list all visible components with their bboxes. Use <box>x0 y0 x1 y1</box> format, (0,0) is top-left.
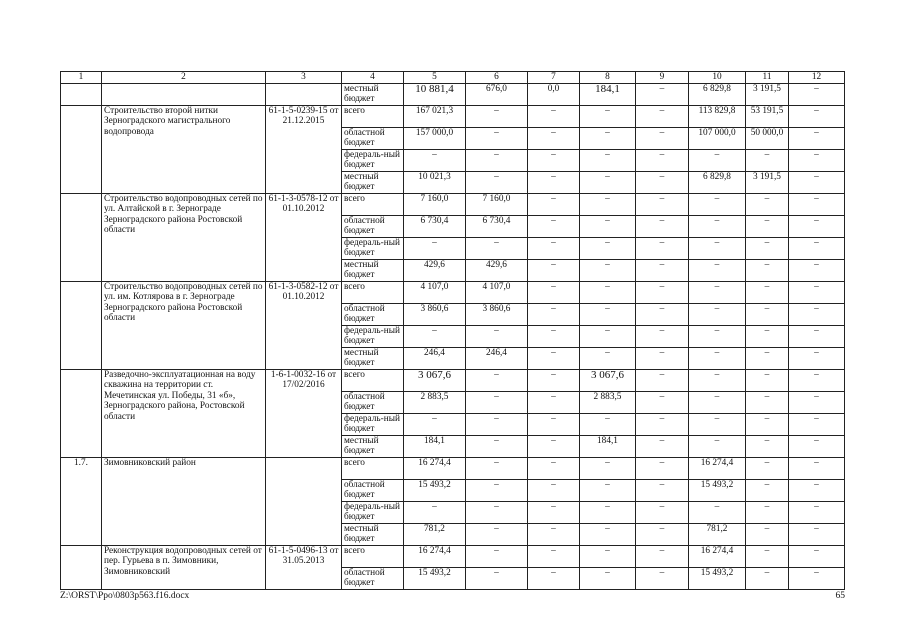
table-row <box>61 457 845 479</box>
value-cell-col-6: 7 160,0 <box>466 193 528 215</box>
value-cell-col-9: – <box>636 479 689 501</box>
value-cell-col-10: – <box>689 149 746 171</box>
funding-source-cell: местный бюджет <box>342 435 404 457</box>
value-cell-col-6: – <box>466 523 528 545</box>
column-number-12: 12 <box>789 72 845 84</box>
value-cell-col-11: – <box>746 391 789 413</box>
funding-source-cell: местный бюджет <box>342 259 404 281</box>
document-ref-cell: 1-6-1-0032-16 от 17/02/2016 <box>266 369 342 457</box>
table-row <box>61 105 845 127</box>
value-cell-col-10: 16 274,4 <box>689 545 746 567</box>
value-cell-col-5: – <box>404 149 466 171</box>
value-cell-col-9: – <box>636 325 689 347</box>
value-cell-col-12: – <box>789 127 845 149</box>
funding-source-cell: всего <box>342 457 404 479</box>
value-cell-col-7: – <box>528 303 580 325</box>
item-number-cell <box>61 369 102 457</box>
value-cell-col-9: – <box>636 193 689 215</box>
value-cell-col-5: – <box>404 237 466 259</box>
value-cell-col-11: 50 000,0 <box>746 127 789 149</box>
value-cell-col-10: – <box>689 303 746 325</box>
value-cell-col-8: – <box>580 545 636 567</box>
value-cell-col-6: 246,4 <box>466 347 528 369</box>
value-cell-col-7: – <box>528 479 580 501</box>
value-cell-col-8: – <box>580 325 636 347</box>
column-number-6: 6 <box>466 72 528 84</box>
value-cell-col-9: – <box>636 105 689 127</box>
value-cell-col-5: 16 274,4 <box>404 457 466 479</box>
value-cell-col-6: 429,6 <box>466 259 528 281</box>
value-cell-col-10: 15 493,2 <box>689 567 746 589</box>
value-cell-col-7: – <box>528 215 580 237</box>
funding-source-cell: федераль-ный бюджет <box>342 413 404 435</box>
value-cell-col-5: 15 493,2 <box>404 479 466 501</box>
value-cell-col-12: – <box>789 545 845 567</box>
value-cell-col-11: – <box>746 435 789 457</box>
value-cell-col-11: – <box>746 369 789 391</box>
value-cell-col-9: – <box>636 171 689 193</box>
value-cell-col-12: – <box>789 413 845 435</box>
value-cell-col-12: – <box>789 237 845 259</box>
funding-source-cell: местный бюджет <box>342 347 404 369</box>
value-cell-col-5: 16 274,4 <box>404 545 466 567</box>
column-number-10: 10 <box>689 72 746 84</box>
value-cell-col-12: – <box>789 259 845 281</box>
value-cell-col-9: – <box>636 347 689 369</box>
value-cell-col-8: – <box>580 237 636 259</box>
column-number-7: 7 <box>528 72 580 84</box>
funding-source-cell: областной бюджет <box>342 567 404 589</box>
funding-source-cell: местный бюджет <box>342 171 404 193</box>
value-cell-col-9: – <box>636 127 689 149</box>
value-cell-col-5: 429,6 <box>404 259 466 281</box>
value-cell-col-11: 53 191,5 <box>746 105 789 127</box>
funding-source-cell: областной бюджет <box>342 391 404 413</box>
value-cell-col-10: – <box>689 259 746 281</box>
value-cell-col-7: – <box>528 457 580 479</box>
value-cell-col-5: 167 021,3 <box>404 105 466 127</box>
value-cell-col-8: – <box>580 413 636 435</box>
value-cell-col-11: – <box>746 259 789 281</box>
value-cell-col-6: – <box>466 567 528 589</box>
value-cell-col-10: 113 829,8 <box>689 105 746 127</box>
value-cell-col-9: – <box>636 83 689 105</box>
value-cell-col-6: – <box>466 501 528 523</box>
column-number-5: 5 <box>404 72 466 84</box>
value-cell-col-6: – <box>466 413 528 435</box>
value-cell-col-8: – <box>580 457 636 479</box>
value-cell-col-12: – <box>789 435 845 457</box>
value-cell-col-9: – <box>636 413 689 435</box>
column-number-2: 2 <box>102 72 266 84</box>
value-cell-col-7: – <box>528 149 580 171</box>
value-cell-col-7: – <box>528 545 580 567</box>
item-number-cell <box>61 193 102 281</box>
value-cell-col-8: – <box>580 347 636 369</box>
value-cell-col-12: – <box>789 171 845 193</box>
item-number-cell <box>61 281 102 369</box>
value-cell-col-11: – <box>746 237 789 259</box>
value-cell-col-11: – <box>746 479 789 501</box>
value-cell-col-7: – <box>528 237 580 259</box>
value-cell-col-5: – <box>404 325 466 347</box>
value-cell-col-5: 246,4 <box>404 347 466 369</box>
value-cell-col-10: – <box>689 347 746 369</box>
value-cell-col-10: – <box>689 369 746 391</box>
value-cell-col-9: – <box>636 369 689 391</box>
value-cell-col-12: – <box>789 303 845 325</box>
value-cell-col-8: – <box>580 567 636 589</box>
document-ref-cell: 61-1-3-0582-12 от 01.10.2012 <box>266 281 342 369</box>
value-cell-col-11: – <box>746 215 789 237</box>
value-cell-col-11: – <box>746 325 789 347</box>
value-cell-col-7: – <box>528 105 580 127</box>
value-cell-col-7: – <box>528 413 580 435</box>
funding-source-cell: федераль-ный бюджет <box>342 325 404 347</box>
value-cell-col-10: – <box>689 413 746 435</box>
column-number-4: 4 <box>342 72 404 84</box>
value-cell-col-8: 184,1 <box>580 83 636 105</box>
value-cell-col-10: 15 493,2 <box>689 479 746 501</box>
value-cell-col-11: – <box>746 567 789 589</box>
column-number-row <box>61 72 845 84</box>
funding-source-cell: всего <box>342 281 404 303</box>
value-cell-col-5: – <box>404 413 466 435</box>
funding-source-cell: федераль-ный бюджет <box>342 237 404 259</box>
value-cell-col-5: 15 493,2 <box>404 567 466 589</box>
value-cell-col-7: – <box>528 281 580 303</box>
item-number-cell <box>61 105 102 193</box>
value-cell-col-6: – <box>466 435 528 457</box>
value-cell-col-7: – <box>528 325 580 347</box>
value-cell-col-5: 6 730,4 <box>404 215 466 237</box>
funding-source-cell: местный бюджет <box>342 523 404 545</box>
value-cell-col-10: – <box>689 501 746 523</box>
object-name-cell: Строительство водопроводных сетей по ул. им. Котлярова в г. Зернограде Зерноградского района Ростовской области <box>102 281 266 369</box>
value-cell-col-6: – <box>466 457 528 479</box>
value-cell-col-7: – <box>528 369 580 391</box>
value-cell-col-6: – <box>466 479 528 501</box>
document-ref-cell: 61-1-3-0578-12 от 01.10.2012 <box>266 193 342 281</box>
value-cell-col-12: – <box>789 281 845 303</box>
value-cell-col-11: – <box>746 545 789 567</box>
value-cell-col-10: – <box>689 325 746 347</box>
value-cell-col-6: – <box>466 369 528 391</box>
value-cell-col-9: – <box>636 545 689 567</box>
item-number-cell <box>61 545 102 589</box>
document-ref-cell <box>266 83 342 105</box>
value-cell-col-8: – <box>580 281 636 303</box>
value-cell-col-9: – <box>636 435 689 457</box>
value-cell-col-6: – <box>466 149 528 171</box>
column-number-3: 3 <box>266 72 342 84</box>
column-number-8: 8 <box>580 72 636 84</box>
object-name-cell: Разведочно-эксплуатационная на воду скважина на территории ст. Мечетинская ул. Победы, 31 «б», Зерноградского района, Ростовской области <box>102 369 266 457</box>
document-ref-cell <box>266 457 342 545</box>
column-number-1: 1 <box>61 72 102 84</box>
value-cell-col-9: – <box>636 215 689 237</box>
value-cell-col-7: – <box>528 347 580 369</box>
value-cell-col-8: – <box>580 259 636 281</box>
value-cell-col-12: – <box>789 215 845 237</box>
value-cell-col-7: – <box>528 523 580 545</box>
value-cell-col-5: 157 000,0 <box>404 127 466 149</box>
value-cell-col-6: 3 860,6 <box>466 303 528 325</box>
value-cell-col-11: – <box>746 149 789 171</box>
value-cell-col-10: 6 829,8 <box>689 171 746 193</box>
value-cell-col-7: – <box>528 193 580 215</box>
value-cell-col-6: 6 730,4 <box>466 215 528 237</box>
value-cell-col-11: – <box>746 457 789 479</box>
value-cell-col-10: – <box>689 435 746 457</box>
value-cell-col-7: – <box>528 501 580 523</box>
value-cell-col-9: – <box>636 237 689 259</box>
value-cell-col-6: – <box>466 325 528 347</box>
value-cell-col-5: – <box>404 501 466 523</box>
value-cell-col-7: – <box>528 391 580 413</box>
column-number-11: 11 <box>746 72 789 84</box>
value-cell-col-10: – <box>689 215 746 237</box>
funding-source-cell: федераль-ный бюджет <box>342 501 404 523</box>
value-cell-col-7: – <box>528 127 580 149</box>
value-cell-col-9: – <box>636 457 689 479</box>
value-cell-col-7: 0,0 <box>528 83 580 105</box>
value-cell-col-8: – <box>580 105 636 127</box>
value-cell-col-11: – <box>746 501 789 523</box>
value-cell-col-12: – <box>789 369 845 391</box>
value-cell-col-8: – <box>580 149 636 171</box>
value-cell-col-8: 184,1 <box>580 435 636 457</box>
value-cell-col-12: – <box>789 457 845 479</box>
funding-source-cell: всего <box>342 545 404 567</box>
value-cell-col-6: 4 107,0 <box>466 281 528 303</box>
object-name-cell <box>102 83 266 105</box>
object-name-cell: Реконструкция водопроводных сетей от пер. Гурьева в п. Зимовники, Зимовниковский <box>102 545 266 589</box>
funding-source-cell: всего <box>342 105 404 127</box>
value-cell-col-11: – <box>746 303 789 325</box>
value-cell-col-12: – <box>789 391 845 413</box>
value-cell-col-8: 3 067,6 <box>580 369 636 391</box>
value-cell-col-8: – <box>580 479 636 501</box>
value-cell-col-8: 2 883,5 <box>580 391 636 413</box>
table-body <box>61 72 845 590</box>
value-cell-col-9: – <box>636 391 689 413</box>
funding-source-cell: федераль-ный бюджет <box>342 149 404 171</box>
value-cell-col-9: – <box>636 259 689 281</box>
funding-source-cell: местный бюджет <box>342 83 404 105</box>
table-row <box>61 193 845 215</box>
funding-source-cell: областной бюджет <box>342 303 404 325</box>
value-cell-col-8: – <box>580 171 636 193</box>
value-cell-col-11: 3 191,5 <box>746 83 789 105</box>
value-cell-col-11: 3 191,5 <box>746 171 789 193</box>
value-cell-col-10: – <box>689 281 746 303</box>
table-row <box>61 369 845 391</box>
item-number-cell: 1.7. <box>61 457 102 545</box>
table-row <box>61 545 845 567</box>
value-cell-col-8: – <box>580 193 636 215</box>
object-name-cell: Зимовниковский район <box>102 457 266 545</box>
value-cell-col-5: 7 160,0 <box>404 193 466 215</box>
value-cell-col-12: – <box>789 501 845 523</box>
table-row <box>61 83 845 105</box>
value-cell-col-10: – <box>689 391 746 413</box>
value-cell-col-10: – <box>689 237 746 259</box>
value-cell-col-5: 4 107,0 <box>404 281 466 303</box>
value-cell-col-6: – <box>466 171 528 193</box>
value-cell-col-7: – <box>528 171 580 193</box>
value-cell-col-8: – <box>580 127 636 149</box>
value-cell-col-10: 6 829,8 <box>689 83 746 105</box>
value-cell-col-12: – <box>789 479 845 501</box>
document-ref-cell: 61-1-5-0239-15 от 21.12.2015 <box>266 105 342 193</box>
value-cell-col-12: – <box>789 567 845 589</box>
value-cell-col-8: – <box>580 215 636 237</box>
value-cell-col-8: – <box>580 501 636 523</box>
value-cell-col-12: – <box>789 193 845 215</box>
value-cell-col-11: – <box>746 523 789 545</box>
funding-source-cell: областной бюджет <box>342 215 404 237</box>
value-cell-col-12: – <box>789 149 845 171</box>
value-cell-col-6: – <box>466 391 528 413</box>
document-ref-cell: 61-1-5-0496-13 от 31.05.2013 <box>266 545 342 589</box>
value-cell-col-7: – <box>528 435 580 457</box>
value-cell-col-12: – <box>789 347 845 369</box>
table-row <box>61 281 845 303</box>
value-cell-col-6: 676,0 <box>466 83 528 105</box>
value-cell-col-12: – <box>789 523 845 545</box>
value-cell-col-12: – <box>789 105 845 127</box>
value-cell-col-10: 16 274,4 <box>689 457 746 479</box>
value-cell-col-8: – <box>580 523 636 545</box>
value-cell-col-12: – <box>789 325 845 347</box>
value-cell-col-9: – <box>636 303 689 325</box>
item-number-cell <box>61 83 102 105</box>
value-cell-col-9: – <box>636 523 689 545</box>
value-cell-col-11: – <box>746 193 789 215</box>
value-cell-col-9: – <box>636 281 689 303</box>
value-cell-col-9: – <box>636 567 689 589</box>
value-cell-col-8: – <box>580 303 636 325</box>
value-cell-col-9: – <box>636 501 689 523</box>
object-name-cell: Строительство второй нитки Зерноградского магистрального водопровода <box>102 105 266 193</box>
value-cell-col-7: – <box>528 259 580 281</box>
object-name-cell: Строительство водопроводных сетей по ул. Алтайской в г. Зернограде Зерноградского района Ростовской области <box>102 193 266 281</box>
value-cell-col-6: – <box>466 105 528 127</box>
value-cell-col-10: 781,2 <box>689 523 746 545</box>
value-cell-col-5: 2 883,5 <box>404 391 466 413</box>
funding-source-cell: областной бюджет <box>342 127 404 149</box>
file-path: Z:\ORST\Ppo\0803p563.f16.docx <box>60 591 190 601</box>
value-cell-col-6: – <box>466 545 528 567</box>
value-cell-col-10: – <box>689 193 746 215</box>
budget-table <box>60 71 845 590</box>
funding-source-cell: областной бюджет <box>342 479 404 501</box>
page-number: 65 <box>835 591 845 601</box>
value-cell-col-12: – <box>789 83 845 105</box>
value-cell-col-11: – <box>746 281 789 303</box>
value-cell-col-6: – <box>466 237 528 259</box>
value-cell-col-5: 10 021,3 <box>404 171 466 193</box>
value-cell-col-7: – <box>528 567 580 589</box>
value-cell-col-5: 10 881,4 <box>404 83 466 105</box>
value-cell-col-5: 781,2 <box>404 523 466 545</box>
value-cell-col-9: – <box>636 149 689 171</box>
funding-source-cell: всего <box>342 369 404 391</box>
value-cell-col-11: – <box>746 413 789 435</box>
column-number-9: 9 <box>636 72 689 84</box>
value-cell-col-6: – <box>466 127 528 149</box>
value-cell-col-10: 107 000,0 <box>689 127 746 149</box>
value-cell-col-5: 3 860,6 <box>404 303 466 325</box>
funding-source-cell: всего <box>342 193 404 215</box>
value-cell-col-11: – <box>746 347 789 369</box>
value-cell-col-5: 3 067,6 <box>404 369 466 391</box>
value-cell-col-5: 184,1 <box>404 435 466 457</box>
